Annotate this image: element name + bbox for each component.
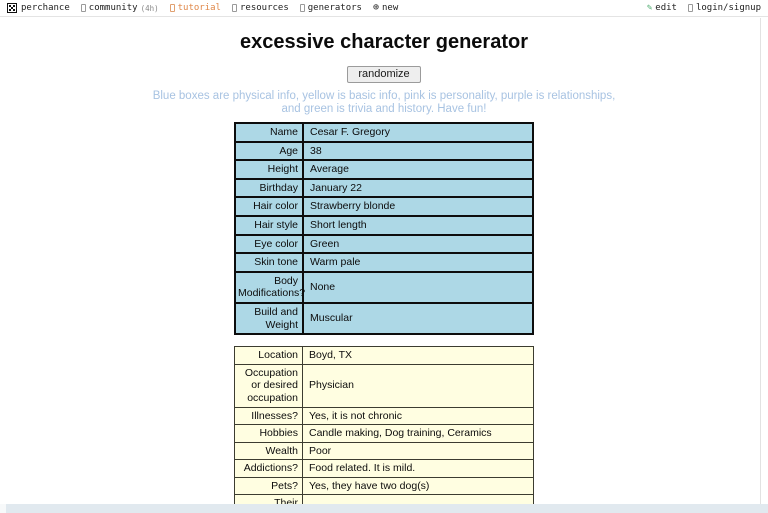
table-row <box>235 123 533 142</box>
vertical-scrollbar[interactable] <box>760 18 768 504</box>
nav-generators[interactable] <box>300 3 362 13</box>
table-row <box>235 407 534 425</box>
row-value: Warm pale <box>303 253 533 272</box>
legend-line-1: Blue boxes are physical info, yellow is basic info, pink is personality, purple is relationships, <box>152 90 616 102</box>
community-activity-badge: (4h) <box>140 3 159 13</box>
row-value: Poor <box>303 442 534 460</box>
row-label: Addictions? <box>235 460 303 478</box>
horizontal-scrollbar[interactable] <box>0 504 768 513</box>
table-row <box>235 442 534 460</box>
nav-tutorial-label: tutorial <box>177 3 221 13</box>
table-row <box>235 425 534 443</box>
row-value: Physician <box>303 364 534 407</box>
row-label: Build and Weight <box>235 303 303 334</box>
legend-description <box>0 90 768 115</box>
row-label: Hobbies <box>235 425 303 443</box>
nav-home-link[interactable] <box>7 3 70 13</box>
row-label: Hair color <box>235 197 303 216</box>
table-row <box>235 477 534 495</box>
row-value: Food related. It is mild. <box>303 460 534 478</box>
resources-icon <box>232 4 237 12</box>
row-value: Cesar F. Gregory <box>303 123 533 142</box>
nav-edit[interactable] <box>647 3 677 13</box>
row-value: None <box>303 272 533 303</box>
randomize-button[interactable]: randomize <box>347 66 420 83</box>
row-value: Boyd, TX <box>303 347 534 365</box>
row-label: Eye color <box>235 235 303 254</box>
nav-community-label: community <box>88 3 138 13</box>
community-icon <box>81 4 86 12</box>
table-row <box>235 160 533 179</box>
table-row <box>235 460 534 478</box>
table-row <box>235 347 534 365</box>
generator-page <box>0 31 768 513</box>
row-label: Age <box>235 142 303 161</box>
perchance-logo-icon <box>7 3 17 13</box>
top-navbar <box>0 0 768 17</box>
pencil-icon: ✎ <box>646 2 653 13</box>
row-value: Muscular <box>303 303 533 334</box>
table-row <box>235 272 533 303</box>
nav-tutorial[interactable] <box>170 3 221 13</box>
row-value: Strawberry blonde <box>303 197 533 216</box>
table-row <box>235 235 533 254</box>
row-value: Candle making, Dog training, Ceramics <box>303 425 534 443</box>
table-row <box>235 197 533 216</box>
row-label: Name <box>235 123 303 142</box>
row-label: Height <box>235 160 303 179</box>
nav-new[interactable] <box>373 3 398 13</box>
table-row <box>235 303 533 334</box>
row-label: Pets? <box>235 477 303 495</box>
nav-login-label: login/signup <box>695 3 761 13</box>
page-title: excessive character generator <box>240 31 528 53</box>
table-row <box>235 216 533 235</box>
row-value: Yes, they have two dog(s) <box>303 477 534 495</box>
brand-label: perchance <box>21 3 70 13</box>
row-label: Hair style <box>235 216 303 235</box>
nav-resources[interactable] <box>232 3 289 13</box>
table-row <box>235 364 534 407</box>
nav-new-label: new <box>381 3 399 13</box>
row-label: Birthday <box>235 179 303 198</box>
row-label: Skin tone <box>235 253 303 272</box>
row-value: Green <box>303 235 533 254</box>
tutorial-icon <box>170 4 175 12</box>
nav-resources-label: resources <box>239 3 289 13</box>
nav-community[interactable] <box>81 3 159 13</box>
table-row <box>235 253 533 272</box>
physical-info-table <box>234 122 534 335</box>
scrollbar-corner <box>0 504 6 513</box>
nav-login[interactable] <box>688 3 761 13</box>
legend-line-2: and green is trivia and history. Have fun! <box>281 102 487 115</box>
row-value: Short length <box>303 216 533 235</box>
row-label: Wealth <box>235 442 303 460</box>
basic-info-table <box>234 346 534 513</box>
row-value: Average <box>303 160 533 179</box>
row-label: Occupation or desired occupation <box>235 364 303 407</box>
row-label: Body Modifications? <box>235 272 303 303</box>
table-row <box>235 142 533 161</box>
generators-icon <box>300 4 305 12</box>
login-icon <box>688 4 693 12</box>
row-value: Yes, it is not chronic <box>303 407 534 425</box>
row-label: Illnesses? <box>235 407 303 425</box>
nav-edit-label: edit <box>655 3 677 13</box>
plus-circle-icon: ⊕ <box>372 2 379 13</box>
row-value: January 22 <box>303 179 533 198</box>
table-row <box>235 179 533 198</box>
nav-generators-label: generators <box>307 3 362 13</box>
row-value: 38 <box>303 142 533 161</box>
row-label: Location <box>235 347 303 365</box>
